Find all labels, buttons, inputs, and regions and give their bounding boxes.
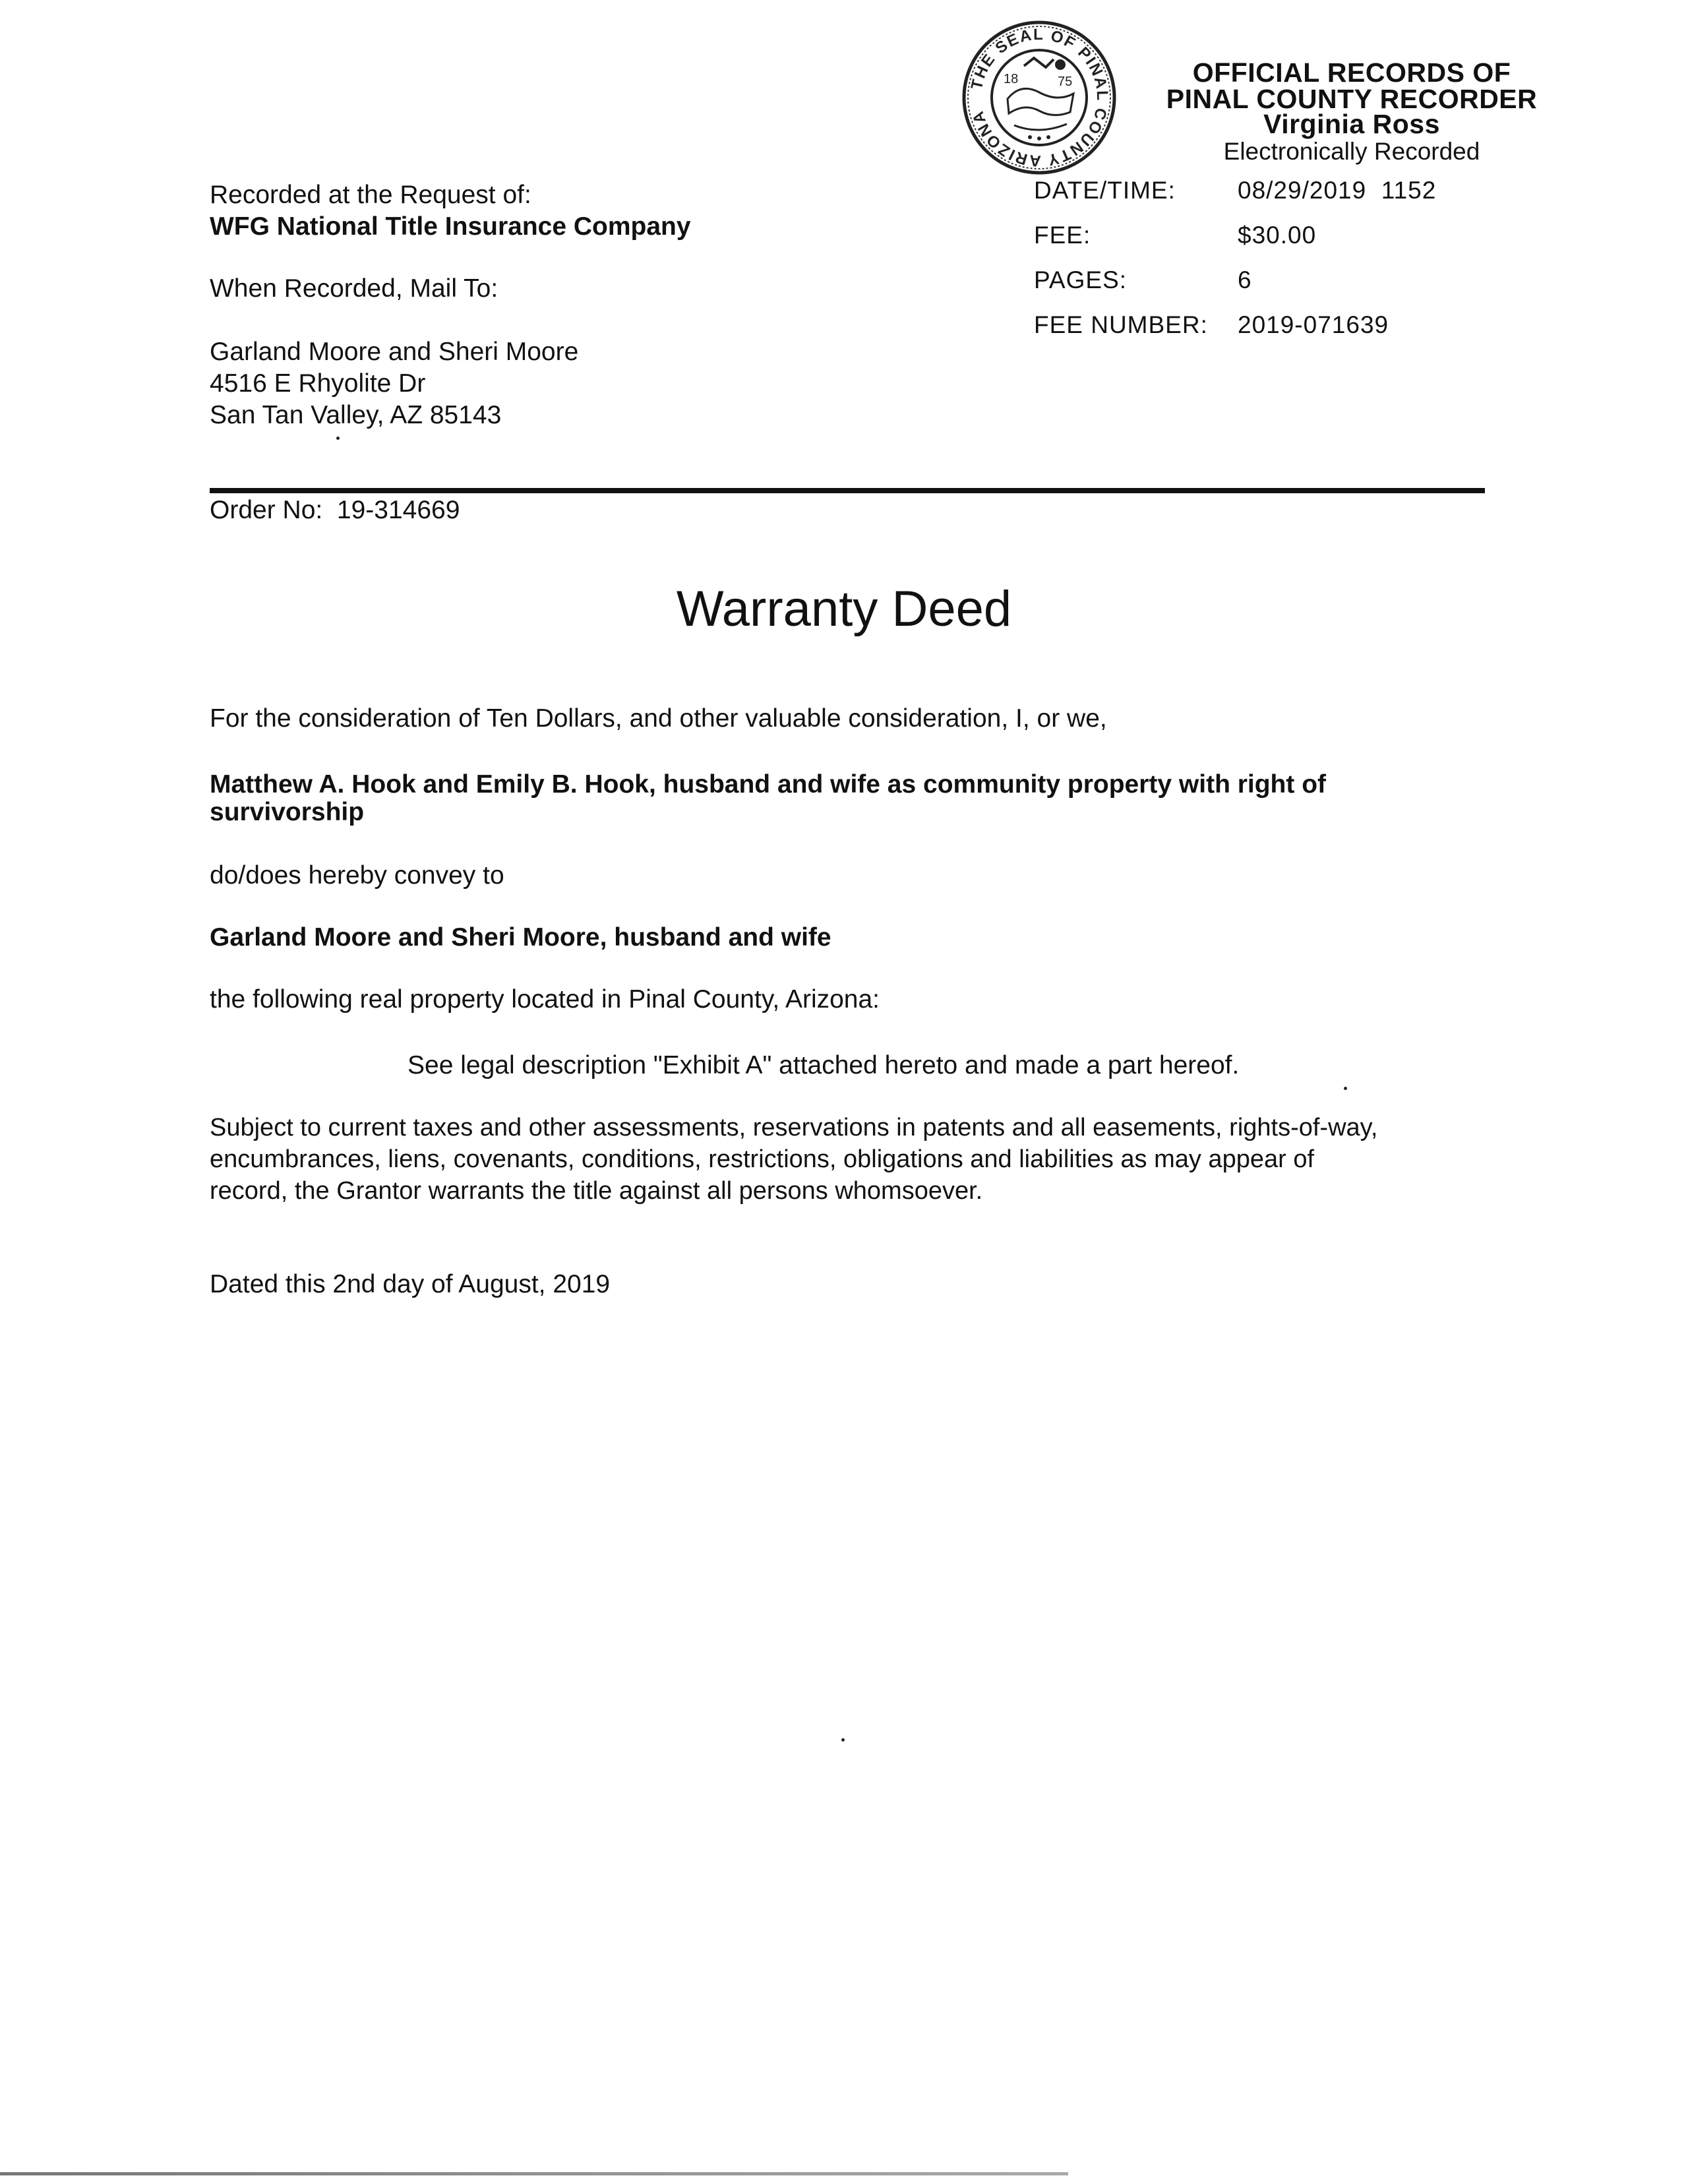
fee-number-value: 2019-071639 xyxy=(1238,311,1389,338)
subject-clause-line2: encumbrances, liens, covenants, conditions, restrictions, obligations and liabilities as may appear of xyxy=(210,1145,1315,1173)
datetime-value: 08/29/2019 1152 xyxy=(1238,177,1437,204)
recorder-name: Virginia Ross xyxy=(1263,109,1440,139)
legal-description-reference: See legal description "Exhibit A" attached hereto and made a part hereof. xyxy=(407,1051,1240,1079)
document-title: Warranty Deed xyxy=(676,581,1012,637)
datetime-label: DATE/TIME: xyxy=(1034,177,1176,204)
mail-to-label: When Recorded, Mail To: xyxy=(210,274,498,303)
stray-mark xyxy=(841,1738,845,1742)
subject-clause-line1: Subject to current taxes and other assessments, reservations in patents and all easements, rights-of-way, xyxy=(210,1114,1378,1141)
mail-to-name: Garland Moore and Sheri Moore xyxy=(210,338,579,366)
grantors-line1: Matthew A. Hook and Emily B. Hook, husband and wife as community property with right of xyxy=(210,770,1327,799)
stray-mark xyxy=(336,437,340,440)
fee-number-label: FEE NUMBER: xyxy=(1034,311,1208,338)
subject-clause-line3: record, the Grantor warrants the title against all persons whomsoever. xyxy=(210,1177,983,1205)
seal-ring-text: THE SEAL OF PINAL COUNTY ARIZONA xyxy=(967,25,1112,170)
mail-to-street: 4516 E Rhyolite Dr xyxy=(210,369,426,398)
recorder-heading-line1: OFFICIAL RECORDS OF xyxy=(1192,57,1511,88)
fee-label: FEE: xyxy=(1034,222,1091,249)
pages-label: PAGES: xyxy=(1034,266,1128,293)
county-seal-icon xyxy=(961,20,1117,175)
grantees: Garland Moore and Sheri Moore, husband and wife xyxy=(210,923,831,952)
order-number-row xyxy=(210,495,460,526)
consideration-clause: For the consideration of Ten Dollars, and other valuable consideration, I, or we, xyxy=(210,704,1107,733)
seal-year-left: 18 xyxy=(1004,72,1019,86)
mail-to-city: San Tan Valley, AZ 85143 xyxy=(210,401,502,429)
convey-clause: do/does hereby convey to xyxy=(210,861,504,890)
grantors-line2: survivorship xyxy=(210,798,365,826)
requester-company: WFG National Title Insurance Company xyxy=(210,212,691,241)
recording-status: Electronically Recorded xyxy=(1223,138,1480,165)
header-divider xyxy=(210,488,1485,493)
order-number-label: Order No: xyxy=(210,496,323,524)
scan-edge-line xyxy=(0,2172,1068,2175)
stray-mark xyxy=(1344,1087,1347,1090)
svg-text:THE SEAL OF PINAL COUNTY ARIZO xyxy=(968,26,1111,169)
recorder-heading-line2: PINAL COUNTY RECORDER xyxy=(1166,84,1538,114)
property-clause: the following real property located in Pinal County, Arizona: xyxy=(210,985,880,1014)
requester-label: Recorded at the Request of: xyxy=(210,181,531,209)
pages-value: 6 xyxy=(1238,266,1252,293)
fee-value: $30.00 xyxy=(1238,222,1317,249)
order-number-value: 19-314669 xyxy=(336,496,460,524)
dated-line: Dated this 2nd day of August, 2019 xyxy=(210,1270,611,1298)
seal-year-right: 75 xyxy=(1058,75,1073,89)
